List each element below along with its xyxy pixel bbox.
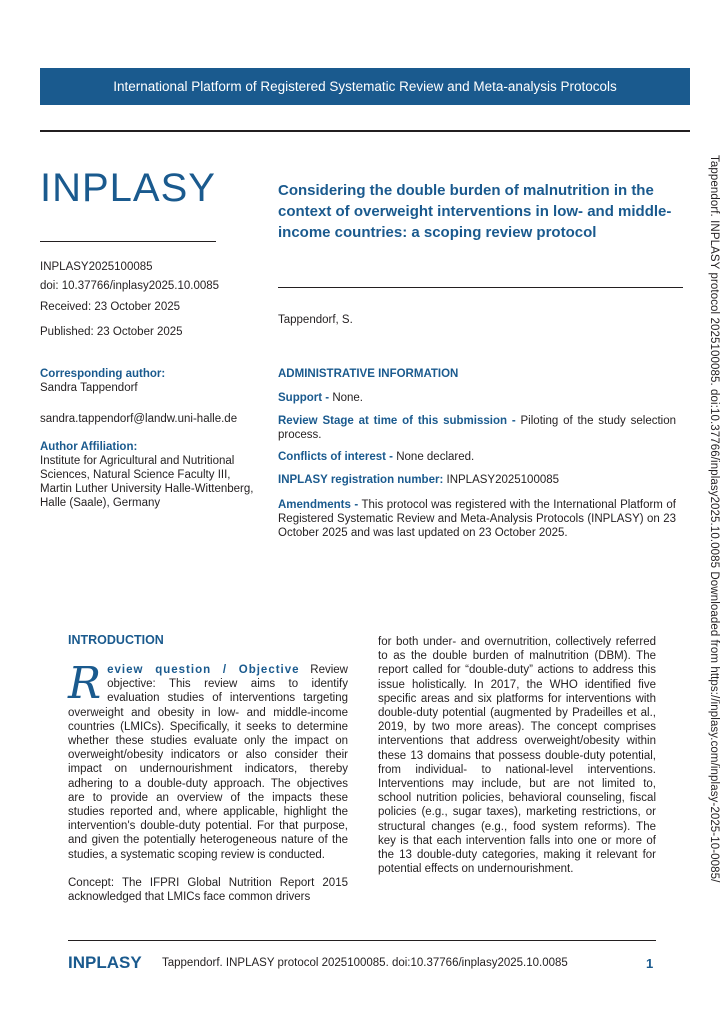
corresponding-email[interactable]: sandra.tappendorf@landw.uni-halle.de <box>40 413 238 425</box>
top-rule <box>40 130 690 132</box>
intro-column-2 <box>378 635 656 876</box>
admin-heading: ADMINISTRATIVE INFORMATION <box>278 368 459 380</box>
admin-regnum <box>278 473 676 487</box>
amend-label: Amendments - <box>278 499 359 511</box>
conflicts-value: None declared. <box>396 451 475 463</box>
author-list: Tappendorf, S. <box>278 314 353 326</box>
stage-value: Piloting of the study selection process. <box>278 415 677 441</box>
author-affiliation <box>40 440 260 510</box>
page-number: 1 <box>646 956 654 971</box>
footer-logo: INPLASY <box>68 953 142 972</box>
intro-heading: INTRODUCTION <box>68 633 164 647</box>
affiliation-label: Author Affiliation: <box>40 441 138 453</box>
corresponding-author <box>40 367 260 426</box>
stage-label: Review Stage at time of this submission - <box>278 415 516 427</box>
published-date: Published: 23 October 2025 <box>40 326 183 338</box>
admin-conflicts <box>278 450 676 464</box>
dropcap: R <box>68 658 102 709</box>
admin-amendments <box>278 498 676 540</box>
admin-stage <box>278 414 676 442</box>
side-download-note: Tappendorf. INPLASY protocol 2025100085. doi:10.37766/inplasy2025.10.0085 Downloaded from https://inplasy.com/inplasy-2025-10-0085/ <box>708 155 720 883</box>
support-value: None. <box>332 392 363 404</box>
registration-id: INPLASY2025100085 <box>40 261 153 273</box>
journal-logo: INPLASY <box>40 166 216 210</box>
intro-col2-text: for both under- and overnutrition, collectively referred to as the double burden of malnutrition (DBM). The report called for “double-duty” actions to address this issue holistically. In 2017, the WHO identified five specific areas and six platforms for interventions with double-duty potential (augmented by Pradeilles et al., 2019, by two more areas). The concept comprises interventions that address overweight/obesity within these 13 domains that possess double-duty potential, from individual- to national-level interventions. Interventions may include, but are not limited to, school nutrition policies, behavioral counseling, fiscal policies (e.g., sugar taxes), marketing restrictions, or structural changes (e.g., food system reforms). The key is that each intervention falls into one or more of the 13 double-duty categories, making it relevant for potential effects on undernourishment. <box>378 636 656 876</box>
amend-value: This protocol was registered with the International Platform of Registered Systematic Review and Meta-Analysis Protocols (INPLASY) on 23 October 2025 and was last updated on 23 October 2025. <box>278 499 676 539</box>
regnum-value: INPLASY2025100085 <box>446 474 560 486</box>
received-date: Received: 23 October 2025 <box>40 301 181 313</box>
footer-citation: Tappendorf. INPLASY protocol 2025100085. doi:10.37766/inplasy2025.10.0085 <box>162 957 568 969</box>
footer-rule <box>68 940 656 941</box>
corresponding-name: Sandra Tappendorf <box>40 382 138 394</box>
logo-rule <box>40 241 216 242</box>
conflicts-label: Conflicts of interest - <box>278 451 394 463</box>
corresponding-label: Corresponding author: <box>40 368 166 380</box>
admin-support <box>278 391 676 405</box>
article-title: Considering the double burden of malnutrition in the context of overweight interventions in low- and middle-income countries: a scoping review protocol <box>278 182 672 241</box>
review-question-label: eview question / Objective <box>107 664 300 676</box>
doi[interactable]: doi: 10.37766/inplasy2025.10.0085 <box>40 280 220 292</box>
affiliation-text: Institute for Agricultural and Nutritional Sciences, Natural Science Faculty III, Martin Luther University Halle-Wittenberg, Halle (Saale), Germany <box>40 455 254 509</box>
concept-text: Concept: The IFPRI Global Nutrition Report 2015 acknowledged that LMICs face common drivers <box>68 876 348 904</box>
review-question-text: Review objective: This review aims to identify evaluation studies of interventions targeting overweight and obesity in low- and middle-income countries (LMICs). Specifically, it seeks to determine whether these studies evaluate only the impact on overweight/obesity indicators or also consider their impact on undernourishment indicators, thereby adhering to a double-duty approach. The objectives are to provide an overview of the impacts these studies reported and, where applicable, highlight the intervention's double-duty potential. For that purpose, and given the potentially heterogeneous nature of the studies, a systematic scoping review is conducted. <box>68 664 348 861</box>
support-label: Support - <box>278 392 330 404</box>
intro-column-1 <box>68 658 348 904</box>
regnum-label: INPLASY registration number: <box>278 474 444 486</box>
title-rule <box>278 287 683 288</box>
journal-banner: International Platform of Registered Systematic Review and Meta-analysis Protocols <box>40 68 690 105</box>
